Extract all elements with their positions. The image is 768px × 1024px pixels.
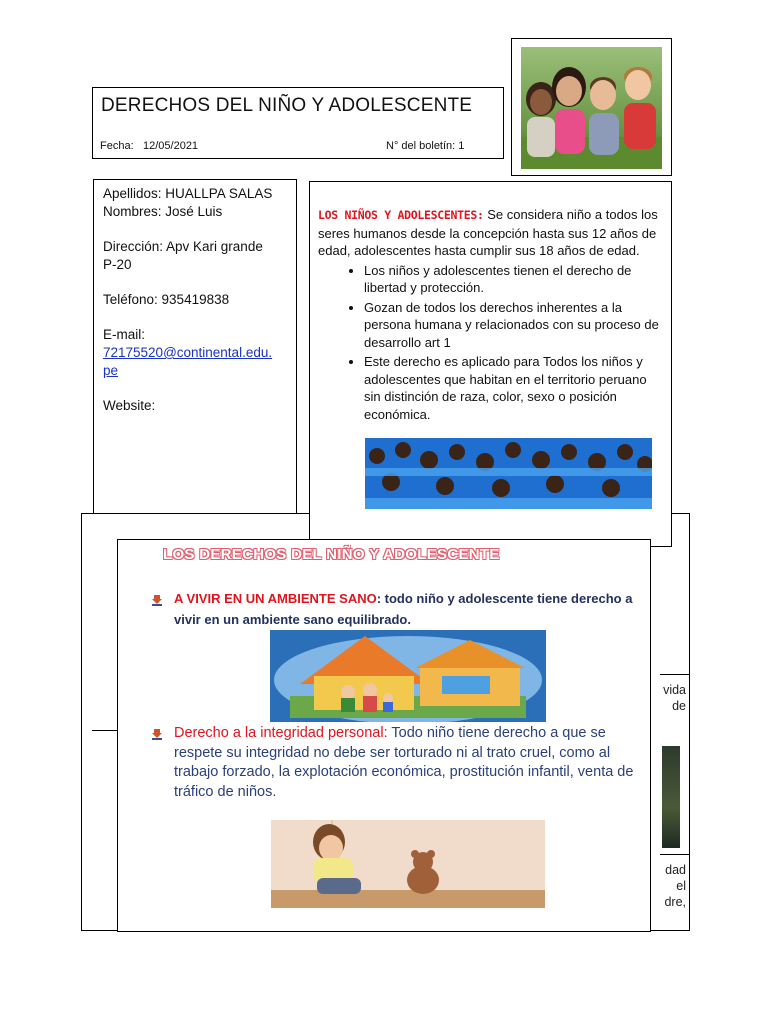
telefono: Teléfono: 935419838 [103, 292, 230, 307]
right-healthy-environment [151, 588, 641, 630]
right2-text: Todo niño tiene derecho a que se respete su integridad no debe ser torturado ni al trato cruel, como al trabajo forzado, la explotación económica, prostitución infantil, venta de tráfico de niños. [174, 725, 634, 800]
info-box [309, 181, 672, 547]
email-link-cont[interactable]: pe [103, 363, 119, 378]
right-personal-integrity [151, 724, 645, 802]
contact-details [103, 185, 293, 415]
apellidos: Apellidos: HUALLPA SALAS [103, 186, 273, 201]
email-link[interactable]: 72175520@continental.edu. [103, 345, 273, 360]
direccion: Dirección: Apv Kari grande [103, 239, 263, 254]
boletin-number: N° del boletín: 1 [386, 140, 465, 152]
right1-lead: A VIVIR EN UN AMBIENTE SANO [174, 591, 377, 606]
crowd-photo [365, 438, 652, 509]
page-title: DERECHOS DEL NIÑO Y ADOLESCENTE [101, 95, 473, 116]
list-item: • Este derecho es aplicado para Todos los niños y adolescentes que habitan en el territorio peruano sin distinción de raza, color, sexo o posición económica. [364, 353, 665, 423]
arrow-down-icon [151, 727, 163, 747]
email-label: E-mail: [103, 327, 146, 342]
children-photo [521, 47, 662, 169]
house-illustration [270, 630, 546, 722]
list-item: • Gozan de todos los derechos inherentes a la persona humana y relacionados con su proceso de desarrollo art 1 [364, 299, 665, 352]
arrow-down-icon [151, 591, 163, 612]
right1-text: : todo niño y adolescente tiene derecho a vivir en un ambiente sano equilibrado. [174, 591, 633, 627]
side-panel-2 [660, 854, 690, 855]
info-intro [318, 206, 665, 260]
child-photo [271, 820, 545, 908]
info-text [318, 206, 665, 425]
contact-box [93, 179, 297, 524]
nombres: Nombres: José Luis [103, 204, 223, 219]
list-item: • Los niños y adolescentes tienen el derecho de libertad y protección. [364, 262, 665, 297]
rights-title: LOS DERECHOS DEL NIÑO Y ADOLESCENTE [163, 546, 500, 563]
info-heading: LOS NIÑOS Y ADOLESCENTES: [318, 208, 484, 222]
children-photo-frame [511, 38, 672, 176]
rights-card [117, 539, 651, 932]
peek-text-1: vida de [663, 683, 686, 713]
website-label: Website: [103, 398, 156, 413]
fecha-value: 12/05/2021 [143, 140, 199, 152]
header-box [92, 87, 504, 159]
info-intro-text: Se considera niño a todos los seres humanos desde la concepción hasta sus 12 años de edad, adolescentes hasta cumplir sus 18 años de edad. [318, 207, 658, 258]
peek-text-2: dad el dre, [664, 863, 686, 909]
direccion-line-2: P-20 [103, 257, 132, 272]
right2-lead: Derecho a la integridad personal: [174, 725, 388, 741]
side-photo [662, 746, 680, 848]
info-list [318, 262, 665, 424]
fecha-label: Fecha: [100, 140, 134, 152]
